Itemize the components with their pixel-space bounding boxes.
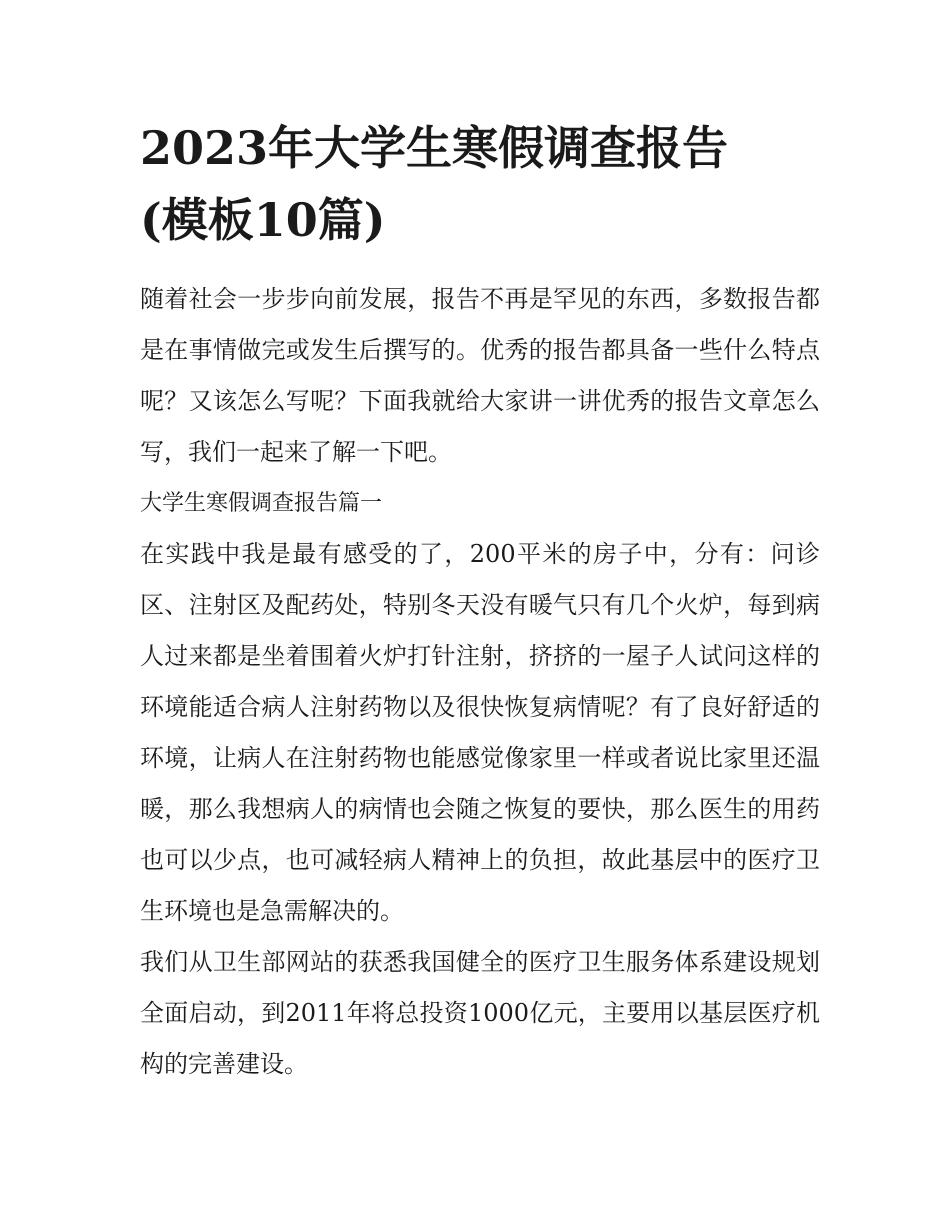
section-heading: 大学生寒假调查报告篇一 [140,491,383,516]
title-line-2: (模板10篇) [140,193,386,247]
document-title [140,112,820,256]
body-paragraph-2: 我们从卫生部网站的获悉我国健全的医疗卫生服务体系建设规划全面启动，到2011年将总投资1000亿元，主要用以基层医疗机构的完善建设。 [140,948,820,1078]
body-paragraph-1: 在实践中我是最有感受的了，200平米的房子中，分有：问诊区、注射区及配药处，特别冬天没有暖气只有几个火炉，每到病人过来都是坐着围着火炉打针注射，挤挤的一屋子人试问这样的环境能适合病人注射药物以及很快恢复病情呢？有了良好舒适的环境，让病人在注射药物也能感觉像家里一样或者说比家里还温暖，那么我想病人的病情也会随之恢复的要快，那么医生的用药也可以少点，也可减轻病人精神上的负担，故此基层中的医疗卫生环境也是急需解决的。 [140,540,820,925]
document-page [140,112,820,1090]
intro-paragraph: 随着社会一步步向前发展，报告不再是罕见的东西，多数报告都是在事情做完或发生后撰写的。优秀的报告都具备一些什么特点呢？又该怎么写呢？下面我就给大家讲一讲优秀的报告文章怎么写，我们一起来了解一下吧。 [140,285,820,466]
title-line-1: 2023年大学生寒假调查报告 [140,121,729,175]
